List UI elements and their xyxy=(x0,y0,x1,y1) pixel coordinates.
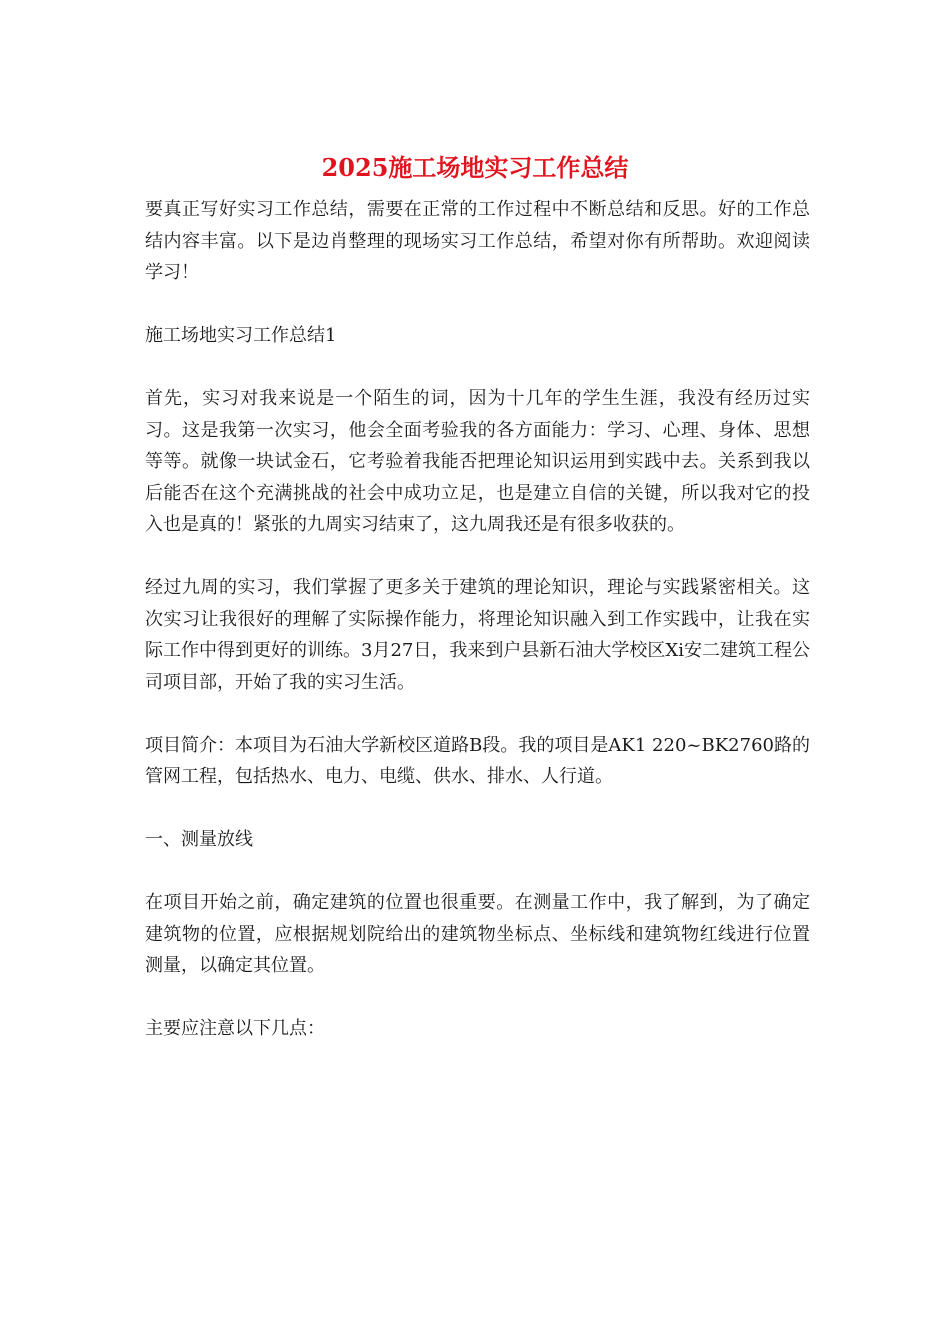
section-heading-surveying: 一、测量放线 xyxy=(145,829,253,850)
paragraph-first-internship: 首先，实习对我来说是一个陌生的词，因为十几年的学生生涯，我没有经历过实习。这是我第一次实习，他会全面考验我的各方面能力：学习、心理、身体、思想等等。就像一块试金石，它考验着我能否把理论知识运用到实践中去。关系到我以后能否在这个充满挑战的社会中成功立足，也是建立自信的关键，所以我对它的投入也是真的！紧张的九周实习结束了，这九周我还是有很多收获的。 xyxy=(145,388,810,535)
section-heading-summary-1: 施工场地实习工作总结1 xyxy=(145,325,337,346)
document-body xyxy=(145,194,810,1045)
paragraph-key-points: 主要应注意以下几点： xyxy=(145,1018,325,1039)
paragraph-nine-weeks: 经过九周的实习，我们掌握了更多关于建筑的理论知识，理论与实践紧密相关。这次实习让我很好的理解了实际操作能力，将理论知识融入到工作实践中，让我在实际工作中得到更好的训练。3月27日，我来到户县新石油大学校区Xi安二建筑工程公司项目部，开始了我的实习生活。 xyxy=(145,577,810,693)
paragraph-surveying: 在项目开始之前，确定建筑的位置也很重要。在测量工作中，我了解到，为了确定建筑物的位置，应根据规划院给出的建筑物坐标点、坐标线和建筑物红线进行位置测量，以确定其位置。 xyxy=(145,892,810,976)
paragraph-intro: 要真正写好实习工作总结，需要在正常的工作过程中不断总结和反思。好的工作总结内容丰富。以下是边肖整理的现场实习工作总结，希望对你有所帮助。欢迎阅读学习！ xyxy=(145,199,810,283)
paragraph-project-intro: 项目简介：本项目为石油大学新校区道路B段。我的项目是AK1 220~BK2760路的管网工程，包括热水、电力、电缆、供水、排水、人行道。 xyxy=(145,734,810,787)
document-title: 2025施工场地实习工作总结 xyxy=(321,153,629,182)
